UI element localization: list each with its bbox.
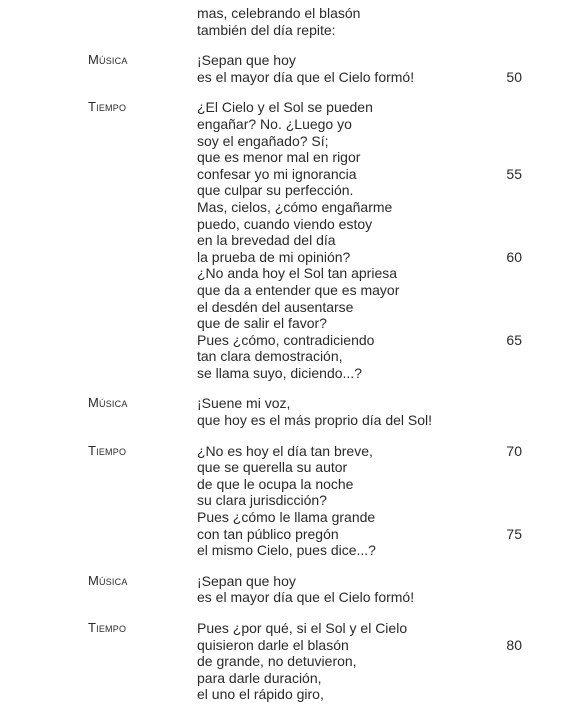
verse-text: soy el engañado? Sí; <box>197 132 329 149</box>
verse-text: Pues ¿por qué, si el Sol y el Cielo <box>197 620 408 636</box>
verse-text: el desdén del ausentarse <box>197 298 354 315</box>
speech-block <box>0 5 566 38</box>
speech-block <box>0 99 566 381</box>
verse-text: el uno el rápido giro, <box>197 686 324 703</box>
verse-line <box>0 99 566 116</box>
verse-text: puedo, cuando viendo estoy <box>197 215 373 232</box>
verse-text: ¿No es hoy el día tan breve, <box>197 442 373 459</box>
verse-line <box>0 459 566 476</box>
verse-line <box>0 249 566 266</box>
verse-line <box>0 216 566 233</box>
verse-line <box>0 365 566 382</box>
verse-text: ¡Sepan que hoy <box>197 572 296 589</box>
verse-text: es el mayor día que el Cielo formó! <box>197 589 415 606</box>
verse-text: ¡Suene mi voz, <box>197 395 291 412</box>
verse-text: Pues ¿cómo le llama grande <box>197 509 376 526</box>
line-number: 70 <box>506 442 522 459</box>
verse-line <box>0 509 566 526</box>
verse-text: Mas, cielos, ¿cómo engañarme <box>197 198 393 215</box>
verse-line <box>0 199 566 216</box>
speaker-name: Tiempo <box>88 620 127 635</box>
verse-text: que culpar su perfección. <box>197 182 354 199</box>
speech-block <box>0 443 566 559</box>
speech-block <box>0 395 566 428</box>
verse-text: que es menor mal en rigor <box>197 149 361 166</box>
verse-line <box>0 52 566 69</box>
speech-block <box>0 52 566 85</box>
line-number: 60 <box>506 248 522 265</box>
verse-line <box>0 166 566 183</box>
verse-text: la prueba de mi opinión? <box>197 248 351 265</box>
verse-line <box>0 573 566 590</box>
verse-line <box>0 542 566 559</box>
verse-line <box>0 412 566 429</box>
play-text-page <box>0 5 566 717</box>
verse-line <box>0 116 566 133</box>
verse-line <box>0 299 566 316</box>
verse-text: de que le ocupa la noche <box>197 475 354 492</box>
verse-line <box>0 476 566 493</box>
speaker-name: Tiempo <box>88 442 127 458</box>
verse-text: ¡Sepan que hoy <box>197 52 296 69</box>
verse-line <box>0 133 566 150</box>
verse-text: se llama suyo, diciendo...? <box>197 364 362 381</box>
verse-line <box>0 332 566 349</box>
verse-line <box>0 670 566 687</box>
verse-text: confesar yo mi ignorancia <box>197 165 357 182</box>
speaker-name: Música <box>88 52 128 68</box>
verse-text: con tan público pregón <box>197 525 339 542</box>
line-number: 50 <box>506 68 522 85</box>
verse-line <box>0 443 566 460</box>
verse-text: engañar? No. ¿Luego yo <box>197 115 352 132</box>
verse-text: mas, celebrando el blasón <box>197 5 361 21</box>
speaker-name: Tiempo <box>88 99 127 115</box>
verse-line <box>0 282 566 299</box>
speech-block <box>0 620 566 703</box>
speaker-name: Música <box>88 572 128 588</box>
verse-line <box>0 492 566 509</box>
verse-line <box>0 348 566 365</box>
line-number: 55 <box>506 165 522 182</box>
verse-line <box>0 653 566 670</box>
line-number: 80 <box>506 636 522 653</box>
verse-line <box>0 69 566 86</box>
verse-text: ¿El Cielo y el Sol se pueden <box>197 99 373 116</box>
verse-text: que da a entender que es mayor <box>197 281 400 298</box>
verse-line <box>0 22 566 39</box>
verse-line <box>0 637 566 654</box>
line-number: 65 <box>506 331 522 348</box>
verse-text: para darle duración, <box>197 669 322 686</box>
verse-text: que hoy es el más proprio día del Sol! <box>197 412 433 429</box>
verse-line <box>0 686 566 703</box>
verse-text: que se querella su autor <box>197 459 348 476</box>
verse-text: también del día repite: <box>197 21 336 38</box>
verse-line <box>0 620 566 637</box>
verse-line <box>0 589 566 606</box>
verse-text: ¿No anda hoy el Sol tan apriesa <box>197 265 398 282</box>
speaker-name: Música <box>88 395 128 411</box>
verse-text: que de salir el favor? <box>197 315 327 332</box>
verse-line <box>0 526 566 543</box>
verse-text: en la brevedad del día <box>197 232 336 249</box>
verse-text: el mismo Cielo, pues dice...? <box>197 542 376 559</box>
line-number: 75 <box>506 525 522 542</box>
verse-line <box>0 395 566 412</box>
verse-text: quisieron darle el blasón <box>197 636 349 653</box>
verse-text: tan clara demostración, <box>197 348 343 365</box>
verse-line <box>0 265 566 282</box>
verse-line <box>0 149 566 166</box>
verse-text: de grande, no detuvieron, <box>197 653 357 670</box>
verse-line <box>0 315 566 332</box>
verse-line <box>0 182 566 199</box>
verse-line <box>0 232 566 249</box>
speech-block <box>0 573 566 606</box>
verse-text: su clara jurisdicción? <box>197 492 327 509</box>
verse-text: es el mayor día que el Cielo formó! <box>197 68 415 85</box>
verse-line <box>0 5 566 22</box>
verse-text: Pues ¿cómo, contradiciendo <box>197 331 375 348</box>
